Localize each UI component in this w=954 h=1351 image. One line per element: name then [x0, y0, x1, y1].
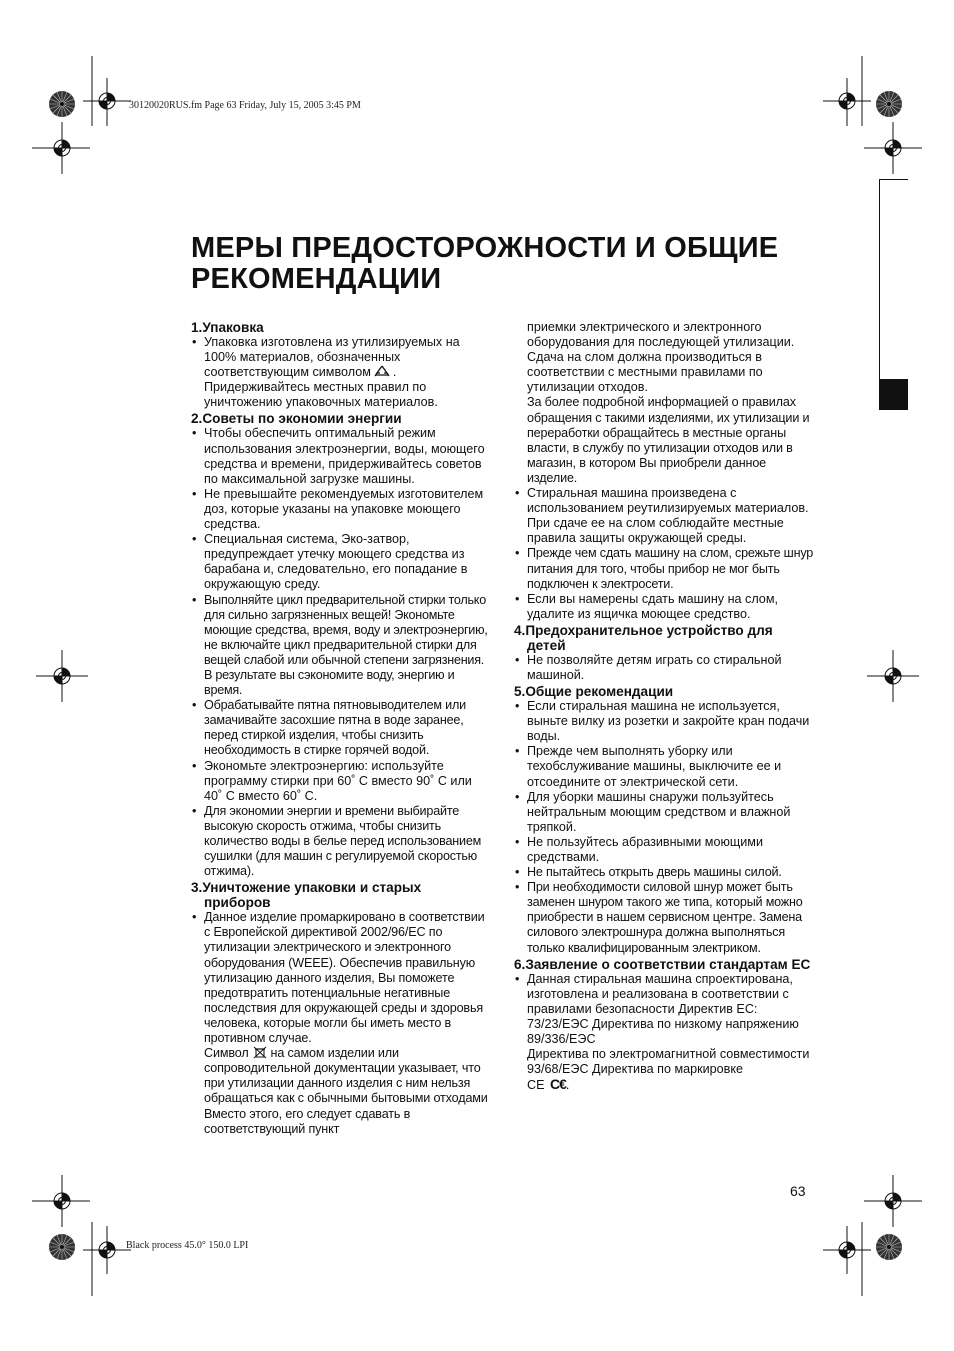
section-child-lock	[514, 623, 814, 683]
edge-tab-outline	[879, 179, 908, 380]
edge-tab-marker	[879, 380, 908, 410]
list-item: • Не пытайтесь открыть дверь машины силой.	[514, 865, 814, 880]
list-item: • Прежде чем выполнять уборку или техобслуживание машины, выключите ее и отсоедините от электрической сети.	[514, 744, 814, 789]
section-title: 5.Общие рекомендации	[514, 684, 674, 700]
list-item: • Не превышайте рекомендуемых изготовителем доз, которые указаны на упаковке моющего средства.	[191, 487, 491, 532]
directive-line: 93/68/ЕЭС Директива по маркировке	[527, 1062, 744, 1077]
right-column	[514, 320, 814, 1094]
ce-line: CE C€.	[527, 1076, 570, 1093]
list-item: • Не позволяйте детям играть со стиральной машиной.	[514, 653, 814, 683]
print-footer-meta: Black process 45.0° 150.0 LPI	[126, 1240, 249, 1251]
section-disposal-continued	[514, 320, 814, 622]
section-packaging	[191, 320, 491, 410]
list-item: • Данная стиральная машина спроектирована, изготовлена и реализована в соответствии с правилами безопасности Директив ЕС:	[514, 972, 814, 1017]
list-item: • Обрабатывайте пятна пятновыводителем или замачивайте засохшие пятна в воде заранее, перед стиркой изделия, чтобы снизить необходимость в стирке горячей водой.	[191, 698, 491, 758]
list-item: • Если стиральная машина не используется, выньте вилку из розетки и закройте кран подачи воды.	[514, 699, 814, 744]
list-item: • Экономьте электроэнергию: используйте программу стирки при 60˚ С вместо 90˚ С или 40˚ С вместо 60˚ С.	[191, 759, 491, 804]
section-general	[514, 684, 814, 956]
list-item: • Выполняйте цикл предварительной стирки только для сильно загрязненных вещей! Экономьте моющие средства, время, воду и электроэнергию, не включайте цикл предварительной стирки для вещей слабой или обычной степени загрязнения. В результате вы сэкономите воду, энергию и время.	[191, 593, 491, 699]
section-title: 4.Предохранительное устройство для детей	[514, 622, 773, 653]
directive-line: Директива по электромагнитной совместимости	[527, 1047, 810, 1062]
list-item: • Стиральная машина произведена с использованием реутилизируемых материалов. При сдаче ее на слом соблюдайте местные правила защиты окружающей среды.	[514, 486, 814, 546]
print-header-meta: 30120020RUS.fm Page 63 Friday, July 15, 2005 3:45 PM	[129, 100, 361, 111]
paragraph: За более подробной информацией о правилах обращения с такими изделиями, их утилизации и переработки обращайтесь в местные органы власти, в службу по утилизации отходов или в магазин, в котором Вы приобрели данное изделие.	[527, 395, 810, 485]
left-column	[191, 320, 491, 1138]
list-item: • При необходимости силовой шнур может быть заменен шнуром такого же типа, который можно приобрести в нашем сервисном центре. Замена силового электрошнура должна выполняться только квалифицированным электриком.	[514, 880, 814, 955]
page-title: МЕРЫ ПРЕДОСТОРОЖНОСТИ И ОБЩИЕ РЕКОМЕНДАЦИИ	[191, 232, 779, 295]
section-title: 6.Заявление о соответствии стандартам ЕС	[514, 956, 811, 972]
list-item: • Если вы намерены сдать машину на слом, удалите из ящичка моющее средство.	[514, 592, 814, 622]
section-title: 1.Упаковка	[191, 320, 264, 335]
crossed-bin-icon	[251, 1046, 269, 1059]
list-item: • Для уборки машины снаружи пользуйтесь нейтральным моющим средством и влажной тряпкой.	[514, 790, 814, 835]
section-title: 3.Уничтожение упаковки и старых приборов	[191, 880, 422, 911]
list-item: • Чтобы обеспечить оптимальный режим использования электроэнергии, воды, моющего средства и времени, придерживайтесь советов по максимальной загрузке машины.	[191, 426, 491, 486]
section-energy-saving	[191, 411, 491, 879]
list-item: • Данное изделие промаркировано в соответствии с Европейской директивой 2002/96/ЕС по утилизации электрического и электронного оборудования (WEEE). Обеспечив правильную утилизацию данного изделия, Вы поможете предотвратить потенциальные негативные последствия для окружающей среды и здоровья человека, которые могли бы иметь место в противном случае. Символ на самом изделии или сопроводительной документации указывает, что при утилизации данного изделия с ним нельзя обращаться как с обычными бытовыми отходами Вместо этого, его следует сдавать в соответствующий пункт	[191, 910, 491, 1136]
recycle-icon	[373, 365, 391, 378]
section-ec-conformity	[514, 957, 814, 1094]
ce-mark-icon: C€	[550, 1076, 566, 1093]
list-item: • Прежде чем сдать машину на слом, срежьте шнур питания для того, чтобы прибор не мог быть подключен к электросети.	[514, 546, 814, 591]
section-disposal	[191, 880, 491, 1136]
page-number: 63	[790, 1183, 806, 1199]
list-item: • Упаковка изготовлена из утилизируемых на 100% материалов, обозначенных соответствующим символом . Придерживайтесь местных правил по уничтожению упаковочных материалов.	[191, 335, 491, 410]
paragraph: приемки электрического и электронного оборудования для последующей утилизации. Сдача на слом должна производиться в соответствии с местными правилами по утилизации отходов.	[527, 320, 795, 395]
list-item: • Не пользуйтесь абразивными моющими средствами.	[514, 835, 814, 865]
list-item: • Для экономии энергии и времени выбирайте высокую скорость отжима, чтобы снизить количество воды в белье перед использованием сушилки (для машин с регулируемой скоростью отжима).	[191, 804, 491, 879]
list-item: • Специальная система, Эко-затвор, предупреждает утечку моющего средства из барабана и, следовательно, его попадание в окружающую среду.	[191, 532, 491, 592]
section-title: 2.Советы по экономии энергии	[191, 411, 402, 427]
directive-line: 73/23/ЕЭС Директива по низкому напряжению 89/336/ЕЭС	[527, 1016, 799, 1047]
